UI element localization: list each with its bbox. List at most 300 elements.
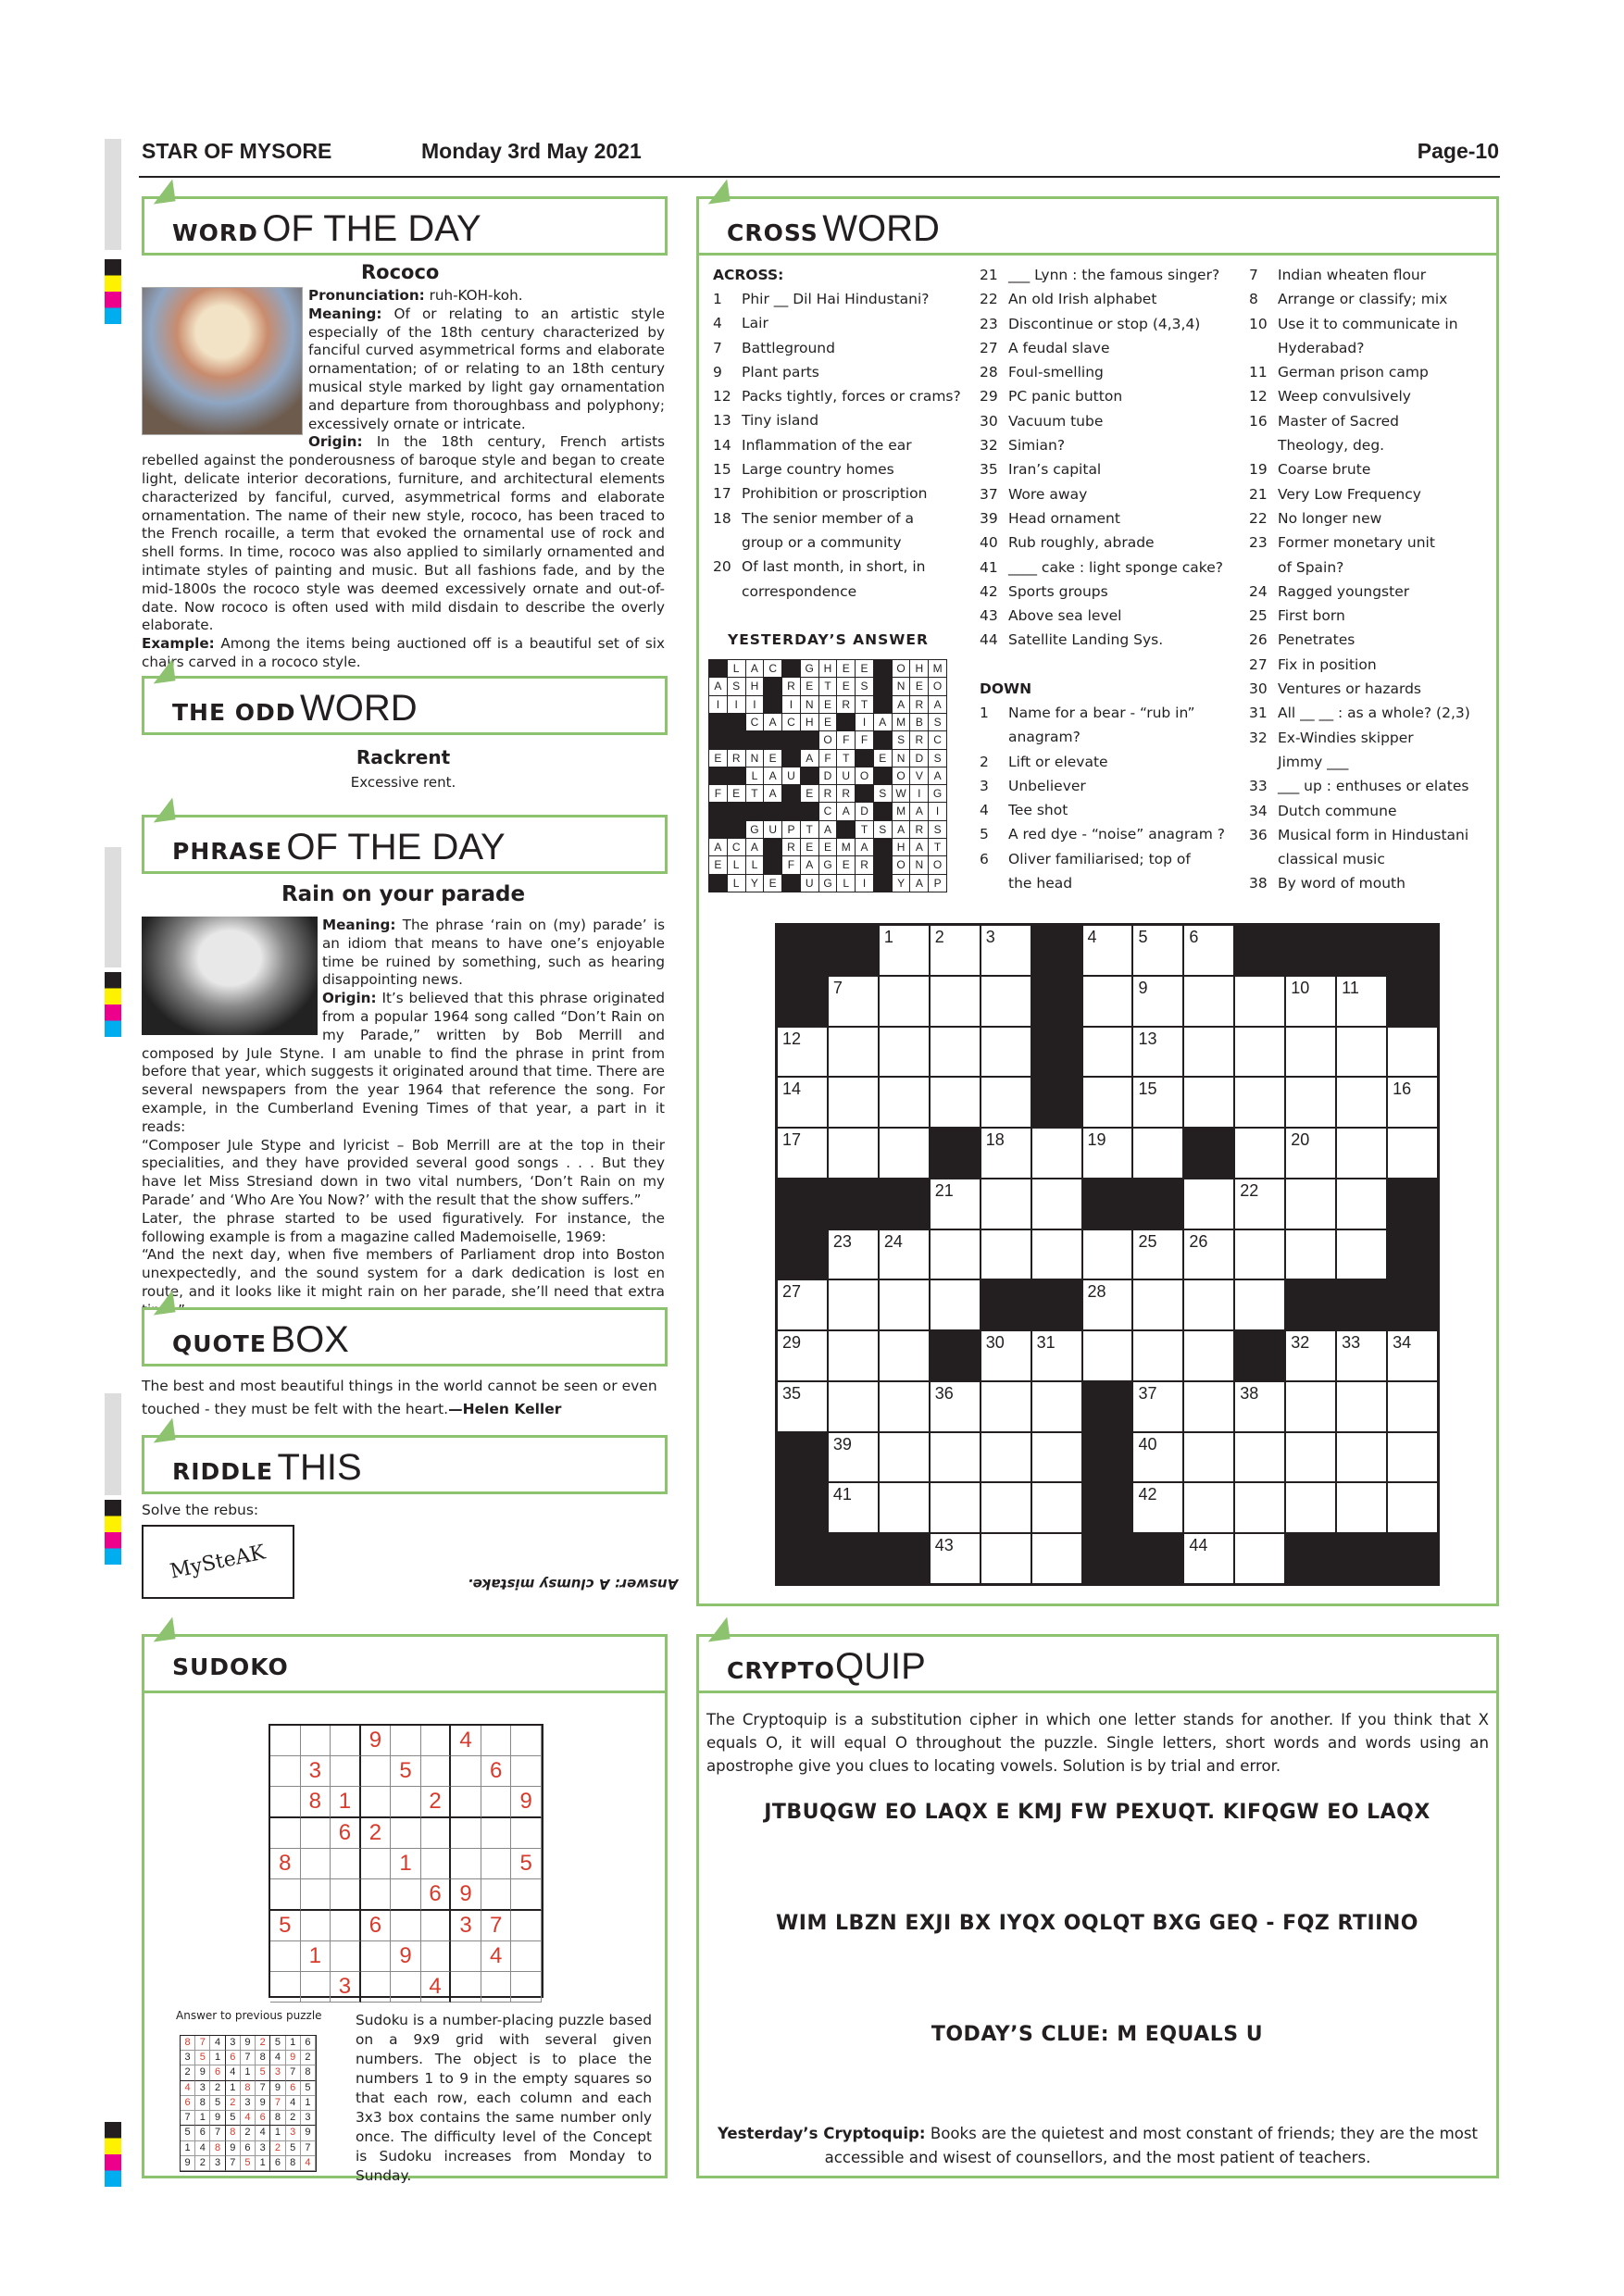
sudoku-cell[interactable] — [331, 1756, 361, 1787]
crossword-cell[interactable] — [1337, 1230, 1386, 1279]
crossword-cell[interactable] — [1286, 1331, 1335, 1380]
sudoku-cell[interactable]: 2 — [361, 1818, 392, 1849]
clue-text: the head — [1008, 875, 1073, 892]
crossword-cell[interactable] — [1133, 1433, 1182, 1482]
prev-sudoku-cell: 1 — [241, 2065, 256, 2080]
cell-number: 4 — [1087, 928, 1097, 946]
crossword-cell[interactable] — [1286, 1179, 1335, 1229]
crossword-cell[interactable] — [1184, 977, 1233, 1026]
crossword-cell[interactable] — [981, 1179, 1031, 1229]
sudoku-cell[interactable] — [481, 1787, 512, 1818]
sudoku-cell[interactable]: 6 — [361, 1911, 392, 1941]
crossword-cell[interactable] — [880, 1129, 929, 1178]
answer-cell: E — [709, 750, 727, 767]
quote-text — [142, 1375, 668, 1421]
clue-number: 11 — [1249, 364, 1268, 381]
crossword-cell[interactable] — [1235, 1179, 1284, 1229]
sudoku-cell[interactable]: 2 — [421, 1787, 452, 1818]
prev-sudoku-cell: 3 — [210, 2156, 225, 2171]
sudoku-cell[interactable] — [361, 1756, 392, 1787]
crossword-cell[interactable] — [1032, 1483, 1081, 1532]
sudoku-cell[interactable]: 8 — [301, 1787, 331, 1818]
sudoku-cell[interactable]: 1 — [331, 1787, 361, 1818]
crossword-cell[interactable] — [1184, 926, 1233, 975]
crossword-cell[interactable] — [1235, 1534, 1284, 1583]
clue-number: 1 — [980, 705, 989, 721]
sudoku-cell[interactable]: 8 — [270, 1849, 301, 1879]
crossword-cell[interactable] — [931, 1433, 980, 1482]
crossword-cell[interactable] — [981, 977, 1031, 1026]
crossword-cell[interactable] — [1032, 1534, 1081, 1583]
crossword-cell[interactable] — [1388, 1028, 1437, 1077]
black-square — [874, 678, 892, 694]
crossword-cell[interactable] — [1388, 1331, 1437, 1380]
sudoku-cell[interactable]: 6 — [481, 1756, 512, 1787]
sudoku-cell[interactable]: 4 — [421, 1972, 452, 2003]
answer-cell: U — [801, 875, 818, 892]
crossword-cell[interactable] — [1286, 1433, 1335, 1482]
header-rule — [139, 176, 1500, 178]
clue-text: Inflammation of the ear — [742, 436, 912, 454]
black-square — [1286, 1280, 1335, 1329]
crossword-cell[interactable] — [829, 1382, 878, 1431]
black-square — [856, 785, 873, 802]
crossword-cell[interactable] — [1133, 977, 1182, 1026]
sudoku-cell[interactable] — [511, 1726, 542, 1756]
sudoku-cell[interactable]: 7 — [481, 1911, 512, 1941]
sudoku-cell[interactable] — [331, 1849, 361, 1879]
answer-cell: C — [764, 660, 781, 677]
answer-cell: B — [910, 714, 928, 730]
crossword-cell[interactable] — [1235, 1129, 1284, 1178]
clue — [1249, 628, 1470, 652]
cell-number: 21 — [934, 1180, 954, 1200]
sudoku-cell[interactable] — [391, 1879, 421, 1911]
clue-number: 30 — [980, 412, 998, 430]
clue-number: 43 — [980, 607, 998, 625]
sudoku-cell[interactable] — [421, 1849, 452, 1879]
answer-cell: O — [893, 660, 910, 677]
cell-number: 12 — [782, 1029, 802, 1048]
crossword-cell[interactable] — [1286, 1129, 1335, 1178]
crossword-cell[interactable] — [931, 1382, 980, 1431]
prev-sudoku-cell: 8 — [226, 2126, 241, 2140]
crossword-cell[interactable] — [981, 1534, 1031, 1583]
sudoku-cell[interactable] — [451, 1849, 481, 1879]
sudoku-cell[interactable]: 9 — [391, 1941, 421, 1972]
answer-cell: E — [874, 750, 892, 767]
crossword-cell[interactable] — [1235, 977, 1284, 1026]
clue-text: Very Low Frequency — [1278, 485, 1421, 503]
crossword-cell[interactable] — [1337, 1483, 1386, 1532]
crossword-cell[interactable] — [1286, 1382, 1335, 1431]
crossword-cell[interactable] — [1083, 926, 1132, 975]
sudoku-cell[interactable] — [361, 1972, 392, 2003]
crossword-cell[interactable] — [1235, 1382, 1284, 1431]
prev-sudoku-cell: 7 — [226, 2156, 241, 2171]
sudoku-cell[interactable] — [511, 1818, 542, 1849]
clue-number: 41 — [980, 558, 998, 576]
clue-number: 30 — [1249, 680, 1268, 698]
sudoku-cell[interactable]: 6 — [331, 1818, 361, 1849]
sudoku-cell[interactable] — [421, 1756, 452, 1787]
sudoku-cell[interactable]: 3 — [451, 1911, 481, 1941]
crossword-cell[interactable] — [829, 1028, 878, 1077]
crossword-cell[interactable] — [1184, 1483, 1233, 1532]
crossword-cell[interactable] — [1184, 1179, 1233, 1229]
answer-cell: T — [856, 696, 873, 713]
crossword-cell[interactable] — [1133, 1331, 1182, 1380]
crossword-cell[interactable] — [1184, 1078, 1233, 1127]
sudoku-cell[interactable] — [331, 1879, 361, 1911]
sudoku-cell[interactable] — [451, 1941, 481, 1972]
crossword-cell[interactable] — [931, 1280, 980, 1329]
crossword-cell[interactable] — [880, 1433, 929, 1482]
answer-cell: A — [910, 839, 928, 855]
sudoku-cell[interactable] — [481, 1972, 512, 2003]
crossword-cell[interactable] — [1133, 1230, 1182, 1279]
crossword-cell[interactable] — [880, 1078, 929, 1127]
sudoku-cell[interactable]: 4 — [481, 1941, 512, 1972]
clue-number: 10 — [1249, 315, 1268, 332]
quote-first: “Composer Jule Stype and lyricist – Bob Merrill are at the top in their specialities, and they have provided several good songs . . . But they have let Miss Stresiand down in two vital numbers, ‘Don’t Rain on my Parade’ and ‘Who Are You Now?’ with the result that the show suffers.” — [142, 1136, 665, 1208]
crossword-cell[interactable] — [1032, 1129, 1081, 1178]
sudoku-cell[interactable] — [421, 1818, 452, 1849]
clue-number: 39 — [980, 509, 998, 527]
prev-sudoku-cell: 5 — [256, 2065, 270, 2080]
crossword-cell[interactable] — [931, 977, 980, 1026]
answer-cell: G — [819, 856, 837, 873]
crossword-cell[interactable] — [981, 1331, 1031, 1380]
sudoku-cell[interactable] — [270, 1787, 301, 1818]
crossword-cell[interactable] — [829, 1280, 878, 1329]
yesterday-cryptoquip-text: Books are the quietest and most constant of friends; they are the most accessible and wisest of counsellors, and the most patient of teachers. — [824, 2125, 1479, 2166]
sudoku-cell[interactable] — [331, 1726, 361, 1756]
crossword-cell[interactable] — [1235, 1230, 1284, 1279]
answer-cell: L — [728, 875, 745, 892]
crossword-cell[interactable] — [1235, 1483, 1284, 1532]
prev-sudoku-cell: 6 — [226, 2051, 241, 2065]
prev-sudoku-cell: 2 — [181, 2065, 195, 2080]
sudoku-cell[interactable] — [361, 1879, 392, 1911]
crossword-cell[interactable] — [981, 1230, 1031, 1279]
sudoku-cell[interactable] — [270, 1879, 301, 1911]
crossword-cell[interactable] — [829, 977, 878, 1026]
prev-sudoku-cell: 3 — [256, 2141, 270, 2156]
clue-text: ____ cake : light sponge cake? — [1008, 558, 1223, 576]
crossword-cell[interactable] — [1133, 1280, 1182, 1329]
crossword-cell[interactable] — [1184, 1331, 1233, 1380]
crossword-cell[interactable] — [778, 1382, 827, 1431]
crossword-cell[interactable] — [1235, 1280, 1284, 1329]
sudoku-cell[interactable] — [511, 1972, 542, 2003]
crossword-cell[interactable] — [1388, 1382, 1437, 1431]
sudoku-cell[interactable]: 9 — [511, 1787, 542, 1818]
crossword-cell[interactable] — [1235, 1078, 1284, 1127]
sudoku-cell[interactable] — [301, 1849, 331, 1879]
clue-number: 42 — [980, 582, 998, 600]
sudoku-cell[interactable]: 3 — [331, 1972, 361, 2003]
sudoku-cell[interactable]: 4 — [451, 1726, 481, 1756]
sudoku-grid[interactable] — [269, 1724, 543, 1998]
clue-number: 23 — [1249, 534, 1268, 552]
crossword-cell[interactable] — [931, 1483, 980, 1532]
crossword-cell[interactable] — [1286, 1230, 1335, 1279]
crossword-cell[interactable] — [829, 1331, 878, 1380]
clue — [980, 725, 1225, 749]
prev-sudoku-cell: 9 — [241, 2036, 256, 2051]
clue-text: Plant parts — [742, 363, 819, 381]
sudoku-cell[interactable] — [451, 1756, 481, 1787]
crossword-cell[interactable] — [931, 1230, 980, 1279]
crossword-cell[interactable] — [778, 1331, 827, 1380]
sudoku-cell[interactable] — [511, 1911, 542, 1941]
crossword-cell[interactable] — [1337, 1129, 1386, 1178]
sudoku-cell[interactable] — [451, 1972, 481, 2003]
sudoku-cell[interactable] — [421, 1911, 452, 1941]
sudoku-cell[interactable] — [301, 1726, 331, 1756]
crossword-cell[interactable] — [1337, 1382, 1386, 1431]
answer-cell: N — [801, 696, 818, 713]
crossword-cell[interactable] — [1032, 1331, 1081, 1380]
crossword-cell[interactable] — [880, 977, 929, 1026]
sudoku-cell[interactable]: 5 — [391, 1756, 421, 1787]
clue — [1249, 823, 1470, 847]
prev-sudoku-grid — [180, 2035, 317, 2172]
crossword-cell[interactable] — [981, 926, 1031, 975]
word-of-day-header — [142, 196, 668, 256]
sudoku-cell[interactable] — [331, 1911, 361, 1941]
crossword-cell[interactable] — [981, 1078, 1031, 1127]
crossword-cell[interactable] — [1388, 1078, 1437, 1127]
crossword-cell[interactable] — [1337, 1331, 1386, 1380]
crossword-cell[interactable] — [1286, 1028, 1335, 1077]
crossword-cell[interactable] — [1388, 1433, 1437, 1482]
sudoku-cell[interactable] — [361, 1849, 392, 1879]
answer-cell: R — [819, 785, 837, 802]
crossword-cell[interactable] — [778, 1028, 827, 1077]
cell-number: 34 — [1393, 1333, 1412, 1353]
clue — [1249, 774, 1470, 798]
crossword-cell[interactable] — [1083, 977, 1132, 1026]
sudoku-cell[interactable]: 6 — [421, 1879, 452, 1911]
crossword-cell[interactable] — [1083, 1028, 1132, 1077]
crossword-cell[interactable] — [1032, 1433, 1081, 1482]
yesterday-cryptoquip-label: Yesterday’s Cryptoquip: — [717, 2125, 926, 2142]
crossword-cell[interactable] — [1184, 1382, 1233, 1431]
sudoku-cell[interactable]: 1 — [391, 1849, 421, 1879]
sudoku-cell[interactable]: 3 — [301, 1756, 331, 1787]
sudoku-cell[interactable]: 1 — [301, 1941, 331, 1972]
sudoku-cell[interactable] — [270, 1726, 301, 1756]
prev-sudoku-cell: 6 — [210, 2065, 225, 2080]
cell-number: 27 — [782, 1282, 802, 1302]
crossword-cell[interactable] — [1286, 1483, 1335, 1532]
sudoku-cell[interactable] — [391, 1911, 421, 1941]
clue-text: Discontinue or stop (4,3,4) — [1008, 315, 1201, 332]
crossword-cell[interactable] — [1337, 1078, 1386, 1127]
crossword-cell[interactable] — [1133, 1078, 1182, 1127]
crossword-cell[interactable] — [829, 1230, 878, 1279]
sudoku-cell[interactable] — [361, 1787, 392, 1818]
sudoku-cell[interactable] — [270, 1941, 301, 1972]
prev-sudoku-cell: 1 — [286, 2036, 301, 2051]
sudoku-cell[interactable] — [301, 1911, 331, 1941]
meaning-label: Meaning: — [308, 305, 382, 322]
answer-cell: A — [929, 767, 946, 784]
crossword-cell[interactable] — [1235, 1028, 1284, 1077]
crossword-cell[interactable] — [1337, 1179, 1386, 1229]
cell-number: 41 — [832, 1485, 852, 1504]
sudoku-cell[interactable]: 5 — [270, 1911, 301, 1941]
crossword-cell[interactable] — [1286, 977, 1335, 1026]
crossword-cell[interactable] — [880, 1028, 929, 1077]
cell-number: 18 — [985, 1130, 1005, 1150]
crossword-cell[interactable] — [1133, 1129, 1182, 1178]
crossword-cell[interactable] — [981, 1483, 1031, 1532]
crossword-cell[interactable] — [1133, 926, 1182, 975]
crossword-cell[interactable] — [880, 1382, 929, 1431]
sudoku-cell[interactable] — [451, 1818, 481, 1849]
crossword-cell[interactable] — [1083, 1078, 1132, 1127]
sudoku-cell[interactable] — [391, 1787, 421, 1818]
clue-text: First born — [1278, 607, 1345, 625]
crossword-cell[interactable] — [1032, 1179, 1081, 1229]
crossword-cell[interactable] — [829, 1129, 878, 1178]
sudoku-cell[interactable] — [481, 1818, 512, 1849]
crossword-cell[interactable] — [778, 1280, 827, 1329]
clue-text: A feudal slave — [1008, 339, 1110, 356]
crossword-cell[interactable] — [1337, 1433, 1386, 1482]
clue-number: 20 — [713, 558, 731, 576]
sudoku-cell[interactable] — [511, 1879, 542, 1911]
crossword-cell[interactable] — [981, 1382, 1031, 1431]
black-square — [829, 1534, 878, 1583]
prev-sudoku-cell: 2 — [226, 2096, 241, 2111]
clue-text: Phir __ Dil Hai Hindustani? — [742, 291, 930, 307]
crossword-cell[interactable] — [1184, 1534, 1233, 1583]
sudoku-cell[interactable]: 9 — [451, 1879, 481, 1911]
crossword-cell[interactable] — [880, 1483, 929, 1532]
answer-cell: S — [929, 750, 946, 767]
sudoku-header — [142, 1634, 668, 1693]
crossword-cell[interactable] — [981, 1129, 1031, 1178]
crossword-cell[interactable] — [931, 1534, 980, 1583]
sudoku-cell[interactable] — [451, 1787, 481, 1818]
sudoku-cell[interactable] — [270, 1756, 301, 1787]
crossword-cell[interactable] — [1337, 977, 1386, 1026]
sudoku-cell[interactable] — [270, 1818, 301, 1849]
sudoku-cell[interactable] — [391, 1972, 421, 2003]
sudoku-cell[interactable] — [481, 1726, 512, 1756]
prev-sudoku-cell: 3 — [195, 2081, 210, 2096]
crossword-cell[interactable] — [829, 1483, 878, 1532]
crossword-cell[interactable] — [829, 1078, 878, 1127]
crossword-cell[interactable] — [880, 1230, 929, 1279]
sudoku-cell[interactable] — [421, 1941, 452, 1972]
crossword-cell[interactable] — [931, 1179, 980, 1229]
cell-number: 33 — [1342, 1333, 1361, 1353]
answer-cell: C — [929, 731, 946, 748]
sudoku-cell[interactable]: 9 — [361, 1726, 392, 1756]
flag-icon — [150, 797, 175, 822]
crossword-cell[interactable] — [880, 1280, 929, 1329]
clue — [980, 433, 1223, 457]
crossword-cell[interactable] — [1083, 1230, 1132, 1279]
black-square — [801, 803, 818, 819]
sudoku-cell[interactable] — [481, 1879, 512, 1911]
crossword-cell[interactable] — [1388, 1483, 1437, 1532]
sudoku-cell[interactable] — [511, 1756, 542, 1787]
crossword-cell[interactable] — [778, 1078, 827, 1127]
cell-number: 16 — [1393, 1079, 1412, 1099]
crossword-cell[interactable] — [1184, 1028, 1233, 1077]
crossword-cell[interactable] — [1184, 1230, 1233, 1279]
answer-cell: E — [709, 856, 727, 873]
sudoku-cell[interactable] — [481, 1849, 512, 1879]
print-strip-mid — [105, 847, 121, 967]
sudoku-cell[interactable] — [391, 1726, 421, 1756]
clue — [713, 408, 961, 432]
crossword-cell[interactable] — [1032, 1230, 1081, 1279]
crossword-cell[interactable] — [778, 1129, 827, 1178]
sudoku-cell[interactable] — [361, 1941, 392, 1972]
crossword-cell[interactable] — [931, 1028, 980, 1077]
sudoku-cell[interactable] — [421, 1726, 452, 1756]
sudoku-cell[interactable]: 5 — [511, 1849, 542, 1879]
todays-clue: TODAY’S CLUE: M EQUALS U — [931, 2023, 1264, 2046]
crossword-cell[interactable] — [981, 1433, 1031, 1482]
sudoku-cell[interactable] — [511, 1941, 542, 1972]
sudoku-cell[interactable] — [301, 1972, 331, 2003]
sudoku-cell[interactable] — [391, 1818, 421, 1849]
crossword-cell[interactable] — [1184, 1280, 1233, 1329]
crossword-cell[interactable] — [1286, 1078, 1335, 1127]
crossword-cell[interactable] — [981, 1028, 1031, 1077]
crossword-grid[interactable] — [775, 923, 1440, 1586]
crossword-cell[interactable] — [1032, 1382, 1081, 1431]
sudoku-cell[interactable] — [270, 1972, 301, 2003]
crossword-cell[interactable] — [1388, 1129, 1437, 1178]
answer-cell: A — [709, 678, 727, 694]
black-square — [856, 750, 873, 767]
crossword-cell[interactable] — [1083, 1331, 1132, 1380]
crossword-cell[interactable] — [1184, 1433, 1233, 1482]
crossword-cell[interactable] — [880, 1331, 929, 1380]
crossword-cell[interactable] — [1133, 1028, 1182, 1077]
crossword-cell[interactable] — [1235, 1433, 1284, 1482]
answer-cell: I — [856, 714, 873, 730]
answer-cell: H — [819, 660, 837, 677]
sudoku-cell[interactable] — [301, 1879, 331, 1911]
black-square — [778, 926, 827, 975]
crossword-cell[interactable] — [1337, 1028, 1386, 1077]
crossword-cell[interactable] — [829, 1433, 878, 1482]
crossword-cell[interactable] — [1083, 1280, 1132, 1329]
crossword-cell[interactable] — [1133, 1483, 1182, 1532]
answer-cell: R — [856, 856, 873, 873]
black-square — [778, 1179, 827, 1229]
crossword-cell[interactable] — [931, 1078, 980, 1127]
sudoku-cell[interactable] — [301, 1818, 331, 1849]
clue-number: 9 — [713, 363, 722, 381]
crossword-cell[interactable] — [931, 926, 980, 975]
crossword-cell[interactable] — [1133, 1382, 1182, 1431]
crossword-cell[interactable] — [1083, 1129, 1132, 1178]
black-square — [782, 731, 800, 748]
crossword-cell[interactable] — [880, 926, 929, 975]
sudoku-cell[interactable] — [331, 1941, 361, 1972]
